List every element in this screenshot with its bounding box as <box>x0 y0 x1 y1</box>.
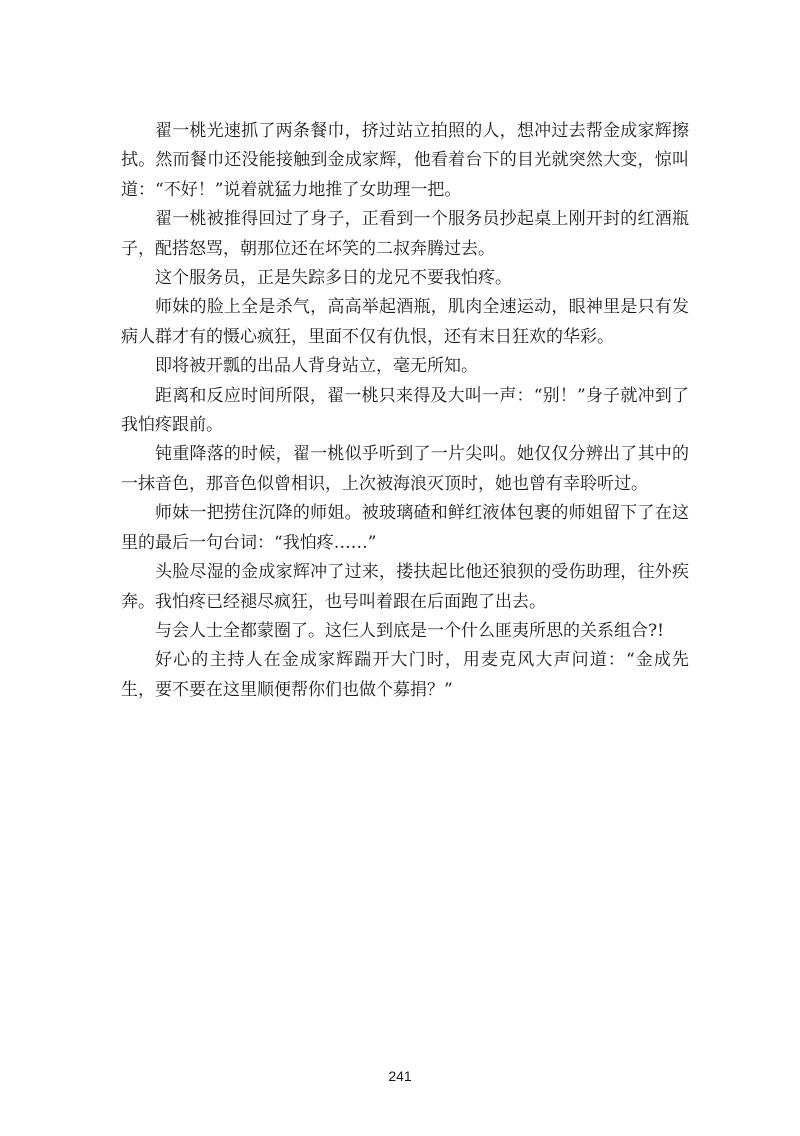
paragraph: 钝重降落的时候，翟一桃似乎听到了一片尖叫。她仅仅分辨出了其中的一抹音色，那音色似曾相识，上次被海浪灭顶时，她也曾有幸聆听过。 <box>121 444 689 494</box>
paragraph: 与会人士全都蒙圈了。这仨人到底是一个什么匪夷所思的关系组合?! <box>155 620 664 641</box>
paragraph: 师妹一把捞住沉降的师姐。被玻璃碴和鲜红液体包裹的师姐留下了在这里的最后一句台词：“我怕疼……” <box>121 503 689 553</box>
paragraph: 头脸尽湿的金成家辉冲了过来，搂扶起比他还狼狈的受伤助理，往外疾奔。我怕疼已经褪尽疯狂，也号叫着跟在后面跑了出去。 <box>121 562 689 612</box>
body-text <box>121 117 689 705</box>
paragraph: 师妹的脸上全是杀气，高高举起酒瓶，肌肉全速运动，眼神里是只有发病人群才有的慑心疯狂，里面不仅有仇恨，还有末日狂欢的华彩。 <box>121 297 689 347</box>
paragraph: 翟一桃被推得回过了身子，正看到一个服务员抄起桌上刚开封的红酒瓶子，配搭怒骂，朝那位还在坏笑的二叔奔腾过去。 <box>121 209 689 259</box>
paragraph: 距离和反应时间所限，翟一桃只来得及大叫一声：“别！”身子就冲到了我怕疼跟前。 <box>121 385 689 436</box>
page-number: 241 <box>388 1068 412 1084</box>
paragraph: 好心的主持人在金成家辉踹开大门时，用麦克风大声问道：“金成先生，要不要在这里顺便帮你们也做个募捐？” <box>121 650 689 700</box>
paragraph: 这个服务员，正是失踪多日的龙兄不要我怕疼。 <box>155 268 512 289</box>
paragraph: 翟一桃光速抓了两条餐巾，挤过站立拍照的人，想冲过去帮金成家辉擦拭。然而餐巾还没能接触到金成家辉，他看着台下的目光就突然大变，惊叫道：“不好！”说着就猛力地推了女助理一把。 <box>121 121 689 200</box>
paragraph: 即将被开瓢的出品人背身站立，毫无所知。 <box>155 356 478 377</box>
